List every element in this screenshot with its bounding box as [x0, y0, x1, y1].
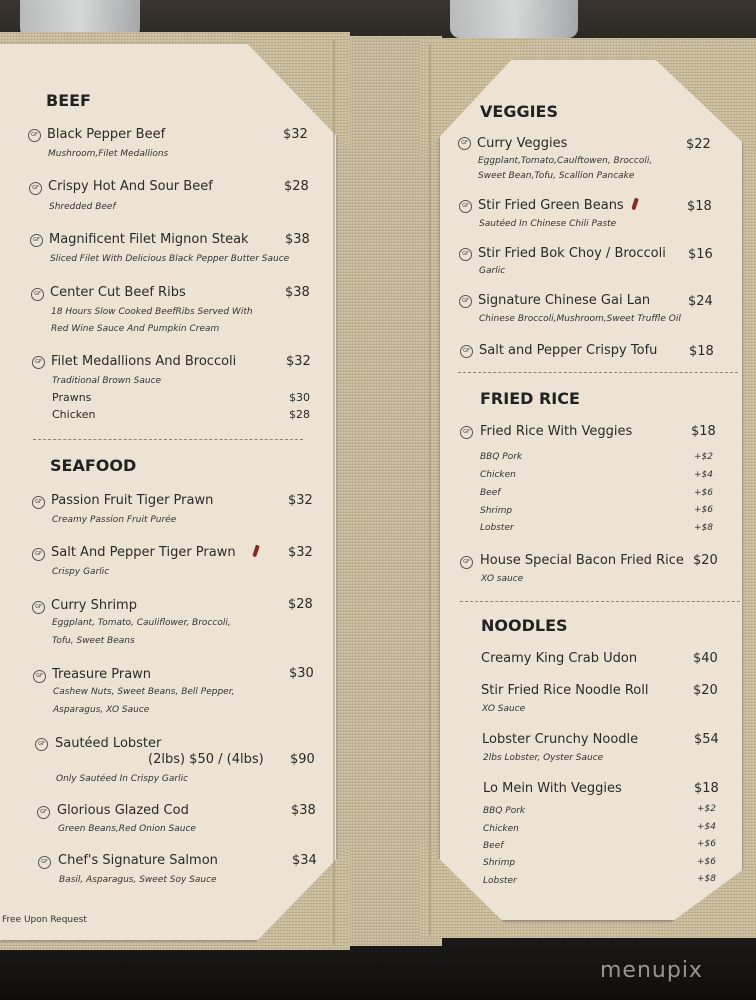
menu-item-desc: XO Sauce	[482, 704, 526, 714]
gf-icon: GF	[459, 248, 472, 261]
addon-name: Lobster	[483, 876, 517, 886]
menu-item-name: Filet Medallions And Broccoli	[51, 354, 237, 369]
addon-name: BBQ Pork	[483, 806, 526, 816]
section-title-seafood: SEAFOOD	[50, 456, 137, 475]
addon-name: Beef	[480, 488, 501, 498]
addon-price: +$4	[697, 822, 716, 832]
menu-item-name: Signature Chinese Gai Lan	[478, 293, 651, 308]
menu-item-desc: Sweet Bean,Tofu, Scallion Pancake	[478, 171, 635, 181]
menu-item-name: Salt And Pepper Tiger Prawn	[51, 545, 236, 560]
menu-item-desc: Mushroom,Filet Medallions	[48, 149, 169, 159]
menu-item-price: $18	[687, 199, 712, 214]
gf-icon: GF	[460, 426, 473, 439]
gf-icon: GF	[33, 670, 46, 683]
gf-icon: GF	[32, 356, 45, 369]
gf-icon: GF	[31, 288, 44, 301]
menu-item-price: $22	[686, 137, 711, 152]
section-title-fried-rice: FRIED RICE	[480, 389, 580, 408]
addon-name: Shrimp	[483, 858, 516, 868]
menu-item-desc: Traditional Brown Sauce	[52, 376, 162, 386]
addon-name: BBQ Pork	[480, 452, 523, 462]
gf-icon: GF	[460, 345, 473, 358]
menu-item-price: $16	[688, 247, 713, 262]
section-title-veggies: VEGGIES	[480, 102, 558, 121]
menu-item-price: $18	[694, 781, 719, 796]
addon-price: +$6	[697, 839, 716, 849]
menu-item-desc: Basil, Asparagus, Sweet Soy Sauce	[59, 875, 217, 885]
gf-icon: GF	[28, 129, 41, 142]
addon-name: Chicken	[52, 408, 96, 421]
menu-item-price: $38	[291, 803, 316, 818]
menu-item-name: Fried Rice With Veggies	[480, 424, 633, 439]
menu-item-desc: 2lbs Lobster, Oyster Sauce	[483, 753, 604, 763]
menu-item-desc: Only Sautéed In Crispy Garlic	[56, 774, 189, 784]
menu-item-name: Curry Shrimp	[51, 598, 137, 613]
menu-item-price: $90	[290, 752, 315, 767]
menu-item-price: $20	[693, 683, 718, 698]
gf-icon: GF	[32, 496, 45, 509]
menu-item-desc: Red Wine Sauce And Pumpkin Cream	[51, 324, 220, 334]
menu-item-price: $32	[288, 545, 313, 560]
addon-price: +$6	[694, 505, 713, 515]
menu-item-desc: Green Beans,Red Onion Sauce	[58, 824, 196, 834]
addon-price: +$2	[694, 452, 713, 462]
gf-icon: GF	[459, 295, 472, 308]
menu-item-desc: Creamy Passion Fruit Purée	[52, 515, 177, 525]
addon-price: +$2	[697, 804, 716, 814]
addon-name: Shrimp	[480, 506, 513, 516]
menu-item-desc: Asparagus, XO Sauce	[53, 705, 150, 715]
menu-item-price: $38	[285, 285, 310, 300]
menu-item-price: $54	[694, 732, 719, 747]
menu-item-name: Lo Mein With Veggies	[483, 781, 622, 796]
lobster-sizes: (2lbs) $50 / (4lbs)	[148, 752, 264, 767]
menu-item-desc: Eggplant,Tomato,Caulftowen, Broccoli,	[478, 156, 653, 166]
section-divider	[458, 372, 738, 373]
menu-item-name: Crispy Hot And Sour Beef	[48, 179, 213, 194]
menu-item-name: Curry Veggies	[477, 136, 568, 151]
menu-item-desc: Shredded Beef	[49, 202, 116, 212]
menu-item-name: Sautéed Lobster	[55, 736, 162, 751]
menu-item-price: $40	[693, 651, 718, 666]
menu-item-name: Glorious Glazed Cod	[57, 803, 189, 818]
addon-name: Chicken	[480, 470, 516, 480]
gf-icon: GF	[29, 182, 42, 195]
menu-item-desc: Eggplant, Tomato, Cauliflower, Broccoli,	[52, 618, 231, 628]
addon-price: +$8	[694, 523, 713, 533]
menu-item-price: $32	[286, 354, 311, 369]
menu-item-price: $28	[284, 179, 309, 194]
menu-item-price: $24	[688, 294, 713, 309]
menu-item-desc: Cashew Nuts, Sweet Beans, Bell Pepper,	[53, 687, 235, 697]
menu-item-desc: XO sauce	[481, 574, 524, 584]
watermark-logo: menupix	[600, 958, 703, 983]
addon-name: Lobster	[480, 523, 514, 533]
gf-icon: GF	[37, 806, 50, 819]
footnote: Free Upon Request	[2, 915, 87, 925]
addon-price: +$6	[694, 488, 713, 498]
menu-item-desc: Garlic	[479, 266, 506, 276]
corner-tab-right-bottom-left	[420, 840, 520, 938]
menu-item-name: Salt and Pepper Crispy Tofu	[479, 343, 658, 358]
menu-item-price: $34	[292, 853, 317, 868]
menu-item-price: $32	[288, 493, 313, 508]
addon-price: $28	[289, 408, 310, 421]
section-divider	[33, 439, 303, 440]
menu-item-name: Stir Fried Bok Choy / Broccoli	[478, 246, 666, 261]
menu-item-name: Treasure Prawn	[52, 667, 152, 682]
addon-name: Chicken	[483, 824, 519, 834]
menu-item-name: Lobster Crunchy Noodle	[482, 732, 639, 747]
gf-icon: GF	[35, 738, 48, 751]
menu-item-price: $18	[689, 344, 714, 359]
menu-item-price: $30	[289, 666, 314, 681]
menu-item-price: $38	[285, 232, 310, 247]
menu-item-desc: Chinese Broccoli,Mushroom,Sweet Truffle Oil	[479, 314, 681, 324]
menu-item-name: Magnificent Filet Mignon Steak	[49, 232, 249, 247]
gf-icon: GF	[32, 601, 45, 614]
menu-item-desc: 18 Hours Slow Cooked BeefRibs Served With	[51, 307, 253, 317]
menu-item-name: Black Pepper Beef	[47, 127, 166, 142]
gf-icon: GF	[458, 137, 471, 150]
addon-name: Beef	[483, 841, 504, 851]
addon-price: +$8	[697, 874, 716, 884]
menu-item-desc: Tofu, Sweet Beans	[52, 636, 135, 646]
menu-item-price: $32	[283, 127, 308, 142]
corner-tab-right-bottom-right	[650, 860, 756, 938]
addon-price: $30	[289, 391, 310, 404]
addon-price: +$6	[697, 857, 716, 867]
gf-icon: GF	[459, 200, 472, 213]
addon-price: +$4	[694, 470, 713, 480]
menu-item-name: Stir Fried Rice Noodle Roll	[481, 683, 649, 698]
gf-icon: GF	[32, 548, 45, 561]
gf-icon: GF	[30, 234, 43, 247]
menu-item-name: Center Cut Beef Ribs	[50, 285, 186, 300]
menu-item-name: Passion Fruit Tiger Prawn	[51, 493, 214, 508]
menu-item-name: House Special Bacon Fried Rice	[480, 553, 684, 568]
menu-item-desc: Sliced Filet With Delicious Black Pepper Butter Sauce	[50, 254, 290, 264]
menu-item-desc: Sautéed In Chinese Chili Paste	[479, 219, 617, 229]
section-divider	[460, 601, 740, 602]
menu-item-price: $28	[288, 597, 313, 612]
menu-item-price: $18	[691, 424, 716, 439]
gf-icon: GF	[38, 856, 51, 869]
gf-icon: GF	[460, 556, 473, 569]
menu-item-desc: Crispy Garlic	[52, 567, 110, 577]
menu-item-price: $20	[693, 553, 718, 568]
section-title-beef: BEEF	[46, 91, 91, 110]
menu-item-name: Creamy King Crab Udon	[481, 651, 638, 666]
menu-item-name: Stir Fried Green Beans	[478, 198, 624, 213]
section-title-noodles: NOODLES	[481, 616, 568, 635]
menu-item-name: Chef's Signature Salmon	[58, 853, 218, 868]
addon-name: Prawns	[52, 391, 92, 404]
